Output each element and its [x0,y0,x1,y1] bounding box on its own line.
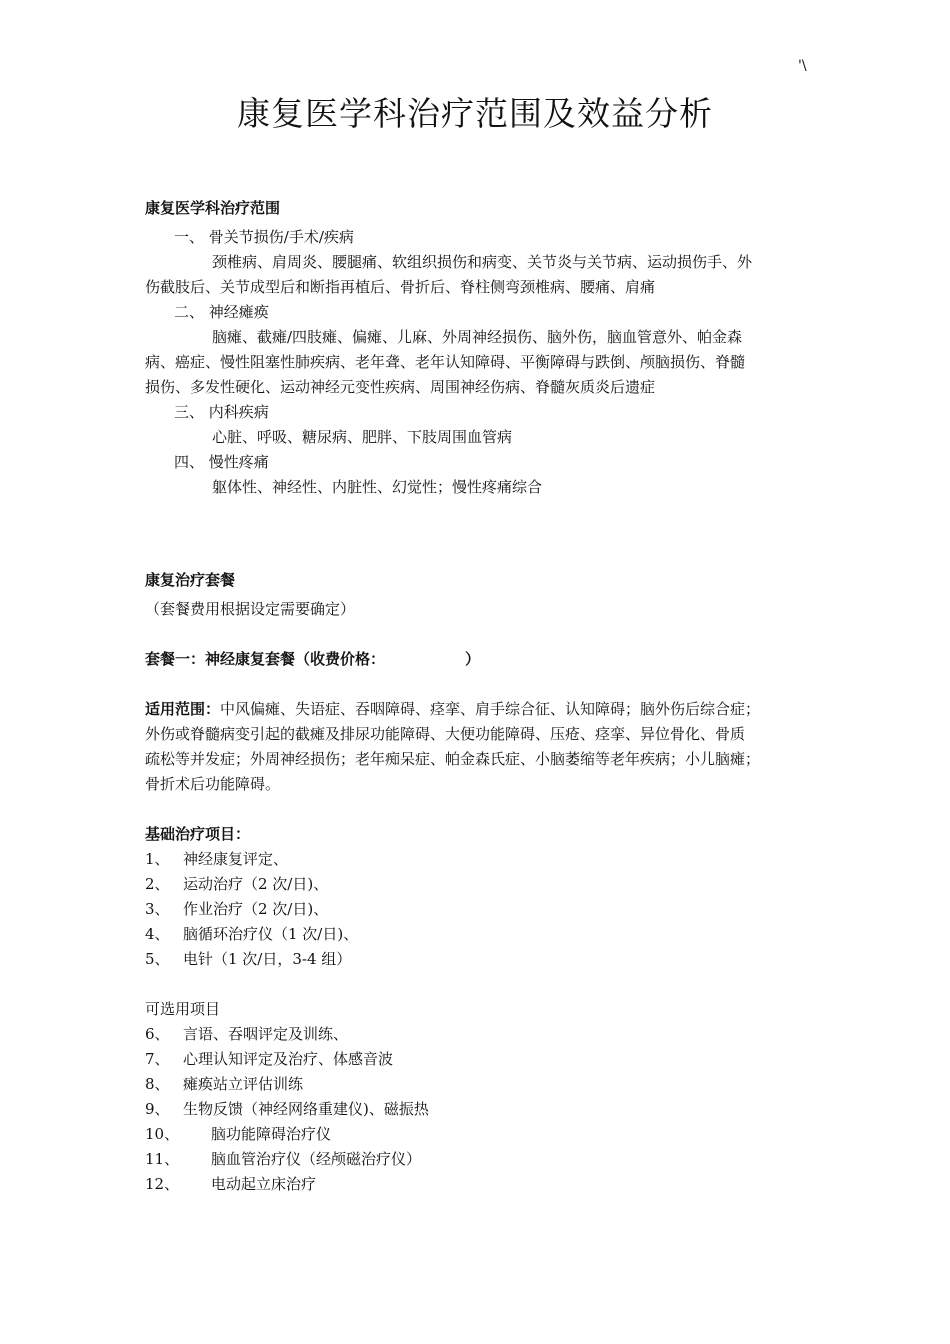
item-text: 瘫痪站立评估训练 [183,1075,304,1093]
item-number: 3、 [145,900,170,918]
basic-item [145,947,351,972]
basic-item [145,847,288,872]
item-text: 作业治疗（2 次/日)、 [183,900,329,918]
category-2-line: 脑瘫、截瘫/四肢瘫、偏瘫、儿麻、外周神经损伤、脑外伤，脑血管意外、帕金森 [212,328,743,346]
category-1-line: 颈椎病、肩周炎、腰腿痛、软组织损伤和病变、关节炎与关节病、运动损伤手、外 [212,253,753,271]
item-text: 脑血管治疗仪（经颅磁治疗仪） [211,1150,422,1168]
basic-item [145,897,328,922]
package-one-title: 套餐一：神经康复套餐（收费价格： [145,650,386,668]
basic-item [145,922,358,947]
scope-label: 适用范围： [145,700,221,718]
basic-item [145,872,328,897]
category-2-label: 二、 神经瘫痪 [174,303,269,321]
item-number: 7、 [145,1050,170,1068]
category-4-line: 躯体性、神经性、内脏性、幻觉性；慢性疼痛综合 [212,478,543,496]
package-one-scope-line: 疏松等并发症；外周神经损伤；老年痴呆症、帕金森氏症、小脑萎缩等老年疾病；小儿脑瘫； [145,750,761,768]
packages-note: （套餐费用根据设定需要确定） [145,600,356,618]
item-text: 电动起立床治疗 [211,1175,317,1193]
item-text: 脑循环治疗仪（1 次/日)、 [183,925,359,943]
category-1-line: 伤截肢后、关节成型后和断指再植后、骨折后、脊柱侧弯颈椎病、腰痛、肩痛 [145,278,656,296]
item-text: 言语、吞咽评定及训练、 [183,1025,349,1043]
optional-items-heading: 可选用项目 [145,1000,221,1018]
item-number: 4、 [145,925,170,943]
optional-item [145,1097,429,1122]
optional-item [145,1172,316,1197]
package-one-scope-line: 外伤或脊髓病变引起的截瘫及排尿功能障碍、大便功能障碍、压疮、痉挛、异位骨化、骨质 [145,725,746,743]
packages-heading: 康复治疗套餐 [145,571,236,589]
optional-item [145,1047,393,1072]
item-number: 2、 [145,875,170,893]
item-number: 12、 [145,1175,180,1193]
page-title: 康复医学科治疗范围及效益分析 [237,94,713,133]
category-3-line: 心脏、呼吸、糖尿病、肥胖、下肢周围血管病 [212,428,513,446]
item-number: 5、 [145,950,170,968]
category-1-label: 一、 骨关节损伤/手术/疾病 [174,228,354,246]
item-number: 6、 [145,1025,170,1043]
item-text: 电针（1 次/日，3-4 组） [183,950,352,968]
item-text: 神经康复评定、 [183,850,289,868]
item-text: 生物反馈（神经网络重建仪)、磁振热 [183,1100,429,1118]
item-text: 心理认知评定及治疗、体感音波 [183,1050,394,1068]
optional-item [145,1147,421,1172]
item-number: 10、 [145,1125,180,1143]
category-4-label: 四、 慢性疼痛 [174,453,269,471]
category-2-line: 损伤、多发性硬化、运动神经元变性疾病、周围神经伤病、脊髓灰质炎后遗症 [145,378,656,396]
scope-heading: 康复医学科治疗范围 [145,199,281,217]
item-text: 运动治疗（2 次/日)、 [183,875,329,893]
category-2-line: 病、癌症、慢性阻塞性肺疾病、老年聋、老年认知障碍、平衡障碍与跌倒、颅脑损伤、脊髓 [145,353,746,371]
optional-item [145,1122,331,1147]
optional-item [145,1022,348,1047]
package-one-title-close: ） [465,650,481,668]
item-number: 11、 [145,1150,180,1168]
optional-item [145,1072,303,1097]
item-number: 8、 [145,1075,170,1093]
item-number: 9、 [145,1100,170,1118]
item-number: 1、 [145,850,170,868]
corner-mark: '\ [798,58,807,74]
package-one-scope-line [145,697,760,722]
scope-text: 中风偏瘫、失语症、吞咽障碍、痉挛、肩手综合征、认知障碍；脑外伤后综合症； [220,700,761,718]
package-one-scope-line: 骨折术后功能障碍。 [145,775,281,793]
basic-items-heading: 基础治疗项目： [145,825,251,843]
item-text: 脑功能障碍治疗仪 [211,1125,332,1143]
category-3-label: 三、 内科疾病 [174,403,269,421]
